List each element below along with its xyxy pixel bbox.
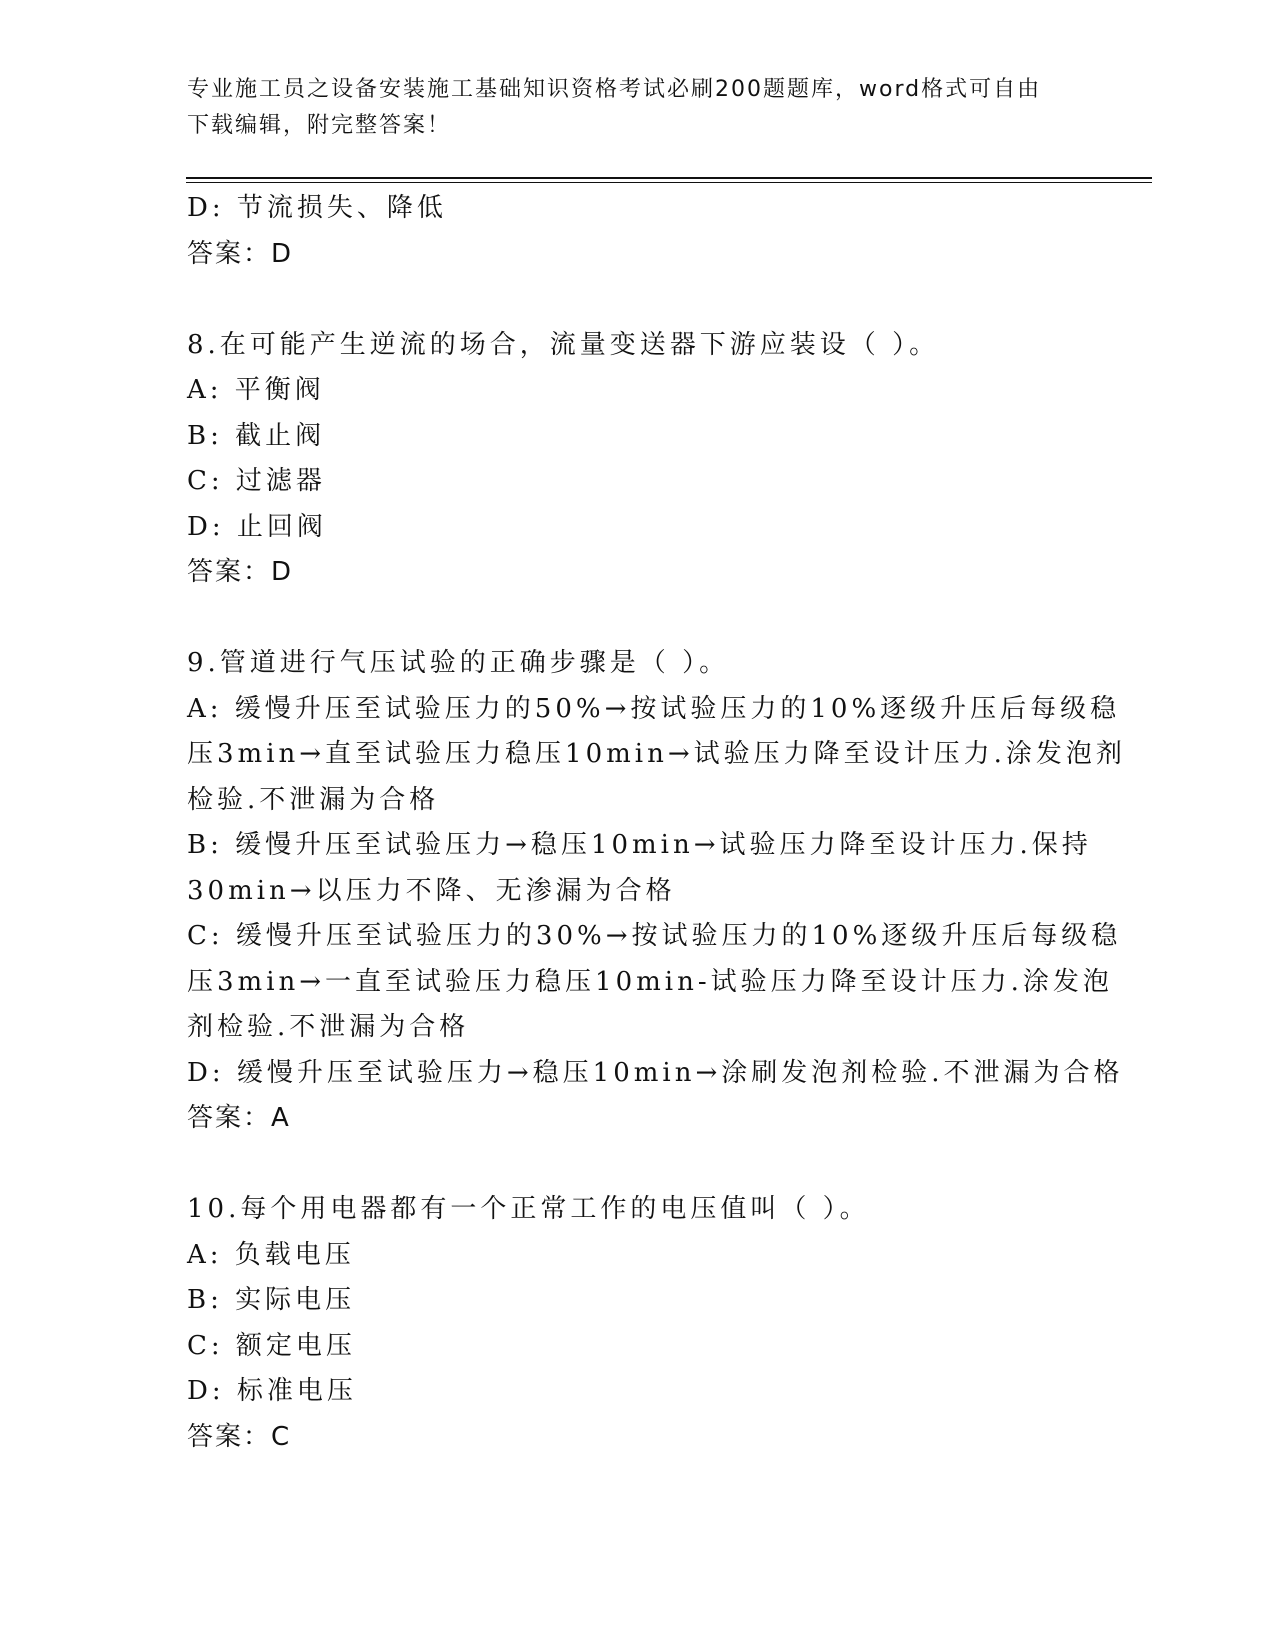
header-line-2: 下载编辑，附完整答案！ [187, 113, 452, 138]
answer: 答案：D [187, 238, 294, 269]
question-10 [187, 1187, 1087, 1460]
option-b-line-1: B: 缓慢升压至试验压力→稳压10min→试验压力降至设计压力.保持 [187, 830, 1092, 860]
option-c-line-2: 压3min→一直至试验压力稳压10min-试验压力降至设计压力.涂发泡 [187, 966, 1113, 997]
question-stem: 9.管道进行气压试验的正确步骤是（ ）。 [187, 648, 730, 678]
answer: 答案：D [187, 557, 294, 587]
answer: 答案：C [187, 1421, 292, 1452]
option-d: D: 缓慢升压至试验压力→稳压10min→涂刷发泡剂检验.不泄漏为合格 [187, 1057, 1124, 1088]
header-rule-thin [186, 182, 1152, 183]
content [187, 186, 1126, 1460]
question-7-tail [187, 186, 1087, 277]
option-c-line-1: C: 缓慢升压至试验压力的30%→按试验压力的10%逐级升压后每级稳 [187, 921, 1122, 951]
spacer [187, 596, 1087, 642]
option-a: A: 负载电压 [187, 1239, 355, 1270]
option-a: A: 平衡阀 [187, 375, 325, 405]
header-line-1: 专业施工员之设备安装施工基础知识资格考试必刷200题题库，word格式可自由 [187, 77, 1042, 102]
option-c-line-3: 剂检验.不泄漏为合格 [187, 1012, 470, 1042]
option-a-line-2: 压3min→直至试验压力稳压10min→试验压力降至设计压力.涂发泡剂 [187, 739, 1126, 769]
spacer [187, 277, 1087, 323]
option-b-line-2: 30min→以压力不降、无渗漏为合格 [187, 875, 676, 906]
question-stem: 10.每个用电器都有一个正常工作的电压值叫（ ）。 [187, 1194, 870, 1224]
option-c: C: 额定电压 [187, 1330, 356, 1361]
question-stem: 8.在可能产生逆流的场合，流量变送器下游应装设（ ）。 [187, 329, 940, 360]
header-rule-thick [186, 177, 1152, 179]
option-c: C: 过滤器 [187, 466, 326, 496]
page-header [187, 72, 1087, 144]
question-8 [187, 323, 1087, 596]
option-d: D: 节流损失、降低 [187, 193, 447, 223]
option-a-line-3: 检验.不泄漏为合格 [187, 784, 440, 815]
option-a-line-1: A: 缓慢升压至试验压力的50%→按试验压力的10%逐级升压后每级稳 [187, 693, 1121, 724]
option-b: B: 实际电压 [187, 1285, 356, 1315]
option-d: D: 标准电压 [187, 1376, 357, 1406]
spacer [187, 1142, 1087, 1188]
option-b: B: 截止阀 [187, 420, 326, 451]
question-9 [187, 641, 1126, 1142]
answer: 答案：A [187, 1103, 291, 1133]
option-d: D: 止回阀 [187, 511, 327, 542]
